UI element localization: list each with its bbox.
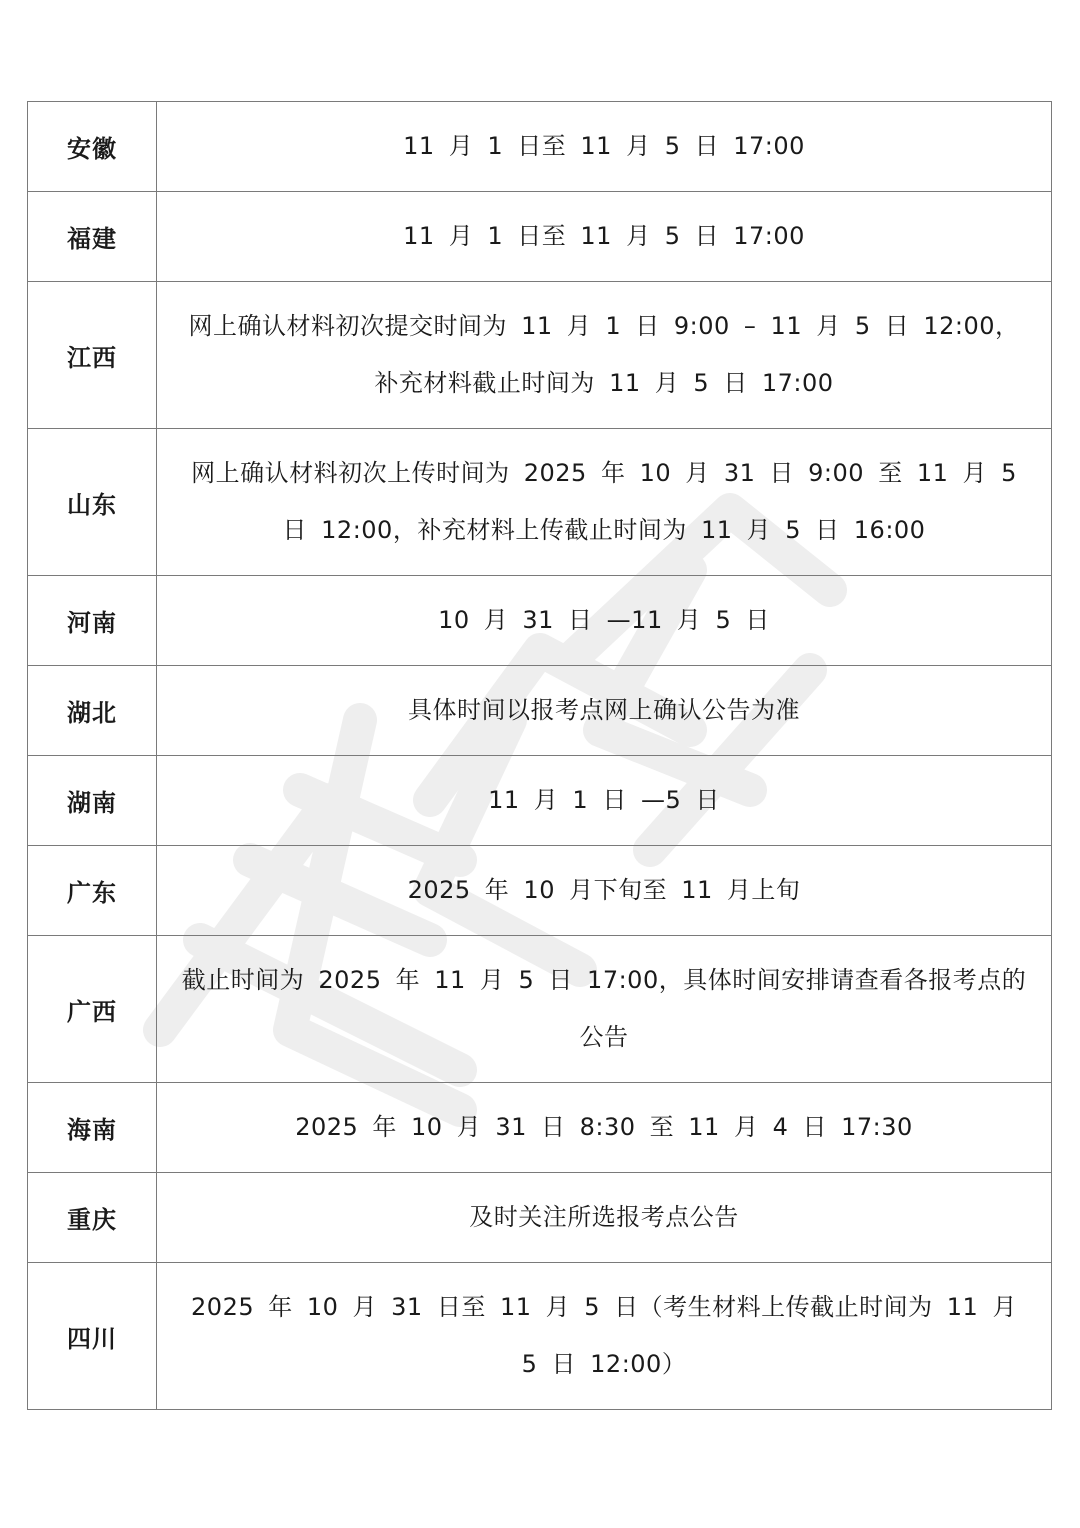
region-cell: 四川 (28, 1263, 157, 1409)
region-cell: 重庆 (28, 1173, 157, 1262)
detail-cell: 截止时间为 2025 年 11 月 5 日 17:00，具体时间安排请查看各报考点的公告 (157, 936, 1052, 1082)
table-row (28, 666, 1052, 756)
region-cell: 湖南 (28, 756, 157, 845)
detail-cell: 网上确认材料初次上传时间为 2025 年 10 月 31 日 9:00 至 11 月 5 日 12:00，补充材料上传截止时间为 11 月 5 日 16:00 (157, 429, 1052, 575)
table-row (28, 1173, 1052, 1263)
region-cell: 广西 (28, 936, 157, 1082)
detail-cell: 10 月 31 日 —11 月 5 日 (157, 576, 1052, 665)
detail-cell: 2025 年 10 月下旬至 11 月上旬 (157, 846, 1052, 935)
detail-cell: 2025 年 10 月 31 日至 11 月 5 日（考生材料上传截止时间为 11 月 5 日 12:00） (157, 1263, 1052, 1409)
table-row (28, 192, 1052, 282)
table-row (28, 846, 1052, 936)
region-cell: 湖北 (28, 666, 157, 755)
table-row (28, 756, 1052, 846)
region-cell: 海南 (28, 1083, 157, 1172)
table-row (28, 936, 1052, 1083)
confirmation-schedule-table (27, 101, 1052, 1410)
detail-cell: 具体时间以报考点网上确认公告为准 (157, 666, 1052, 755)
region-cell: 福建 (28, 192, 157, 281)
region-cell: 江西 (28, 282, 157, 428)
detail-cell: 11 月 1 日至 11 月 5 日 17:00 (157, 102, 1052, 191)
table-row (28, 102, 1052, 192)
region-cell: 安徽 (28, 102, 157, 191)
detail-cell: 及时关注所选报考点公告 (157, 1173, 1052, 1262)
table-row (28, 1263, 1052, 1410)
region-cell: 广东 (28, 846, 157, 935)
table-row (28, 282, 1052, 429)
table-row (28, 1083, 1052, 1173)
detail-cell: 2025 年 10 月 31 日 8:30 至 11 月 4 日 17:30 (157, 1083, 1052, 1172)
region-cell: 河南 (28, 576, 157, 665)
region-cell: 山东 (28, 429, 157, 575)
detail-cell: 11 月 1 日 —5 日 (157, 756, 1052, 845)
detail-cell: 11 月 1 日至 11 月 5 日 17:00 (157, 192, 1052, 281)
table-row (28, 576, 1052, 666)
detail-cell: 网上确认材料初次提交时间为 11 月 1 日 9:00 – 11 月 5 日 12:00，补充材料截止时间为 11 月 5 日 17:00 (157, 282, 1052, 428)
table-row (28, 429, 1052, 576)
